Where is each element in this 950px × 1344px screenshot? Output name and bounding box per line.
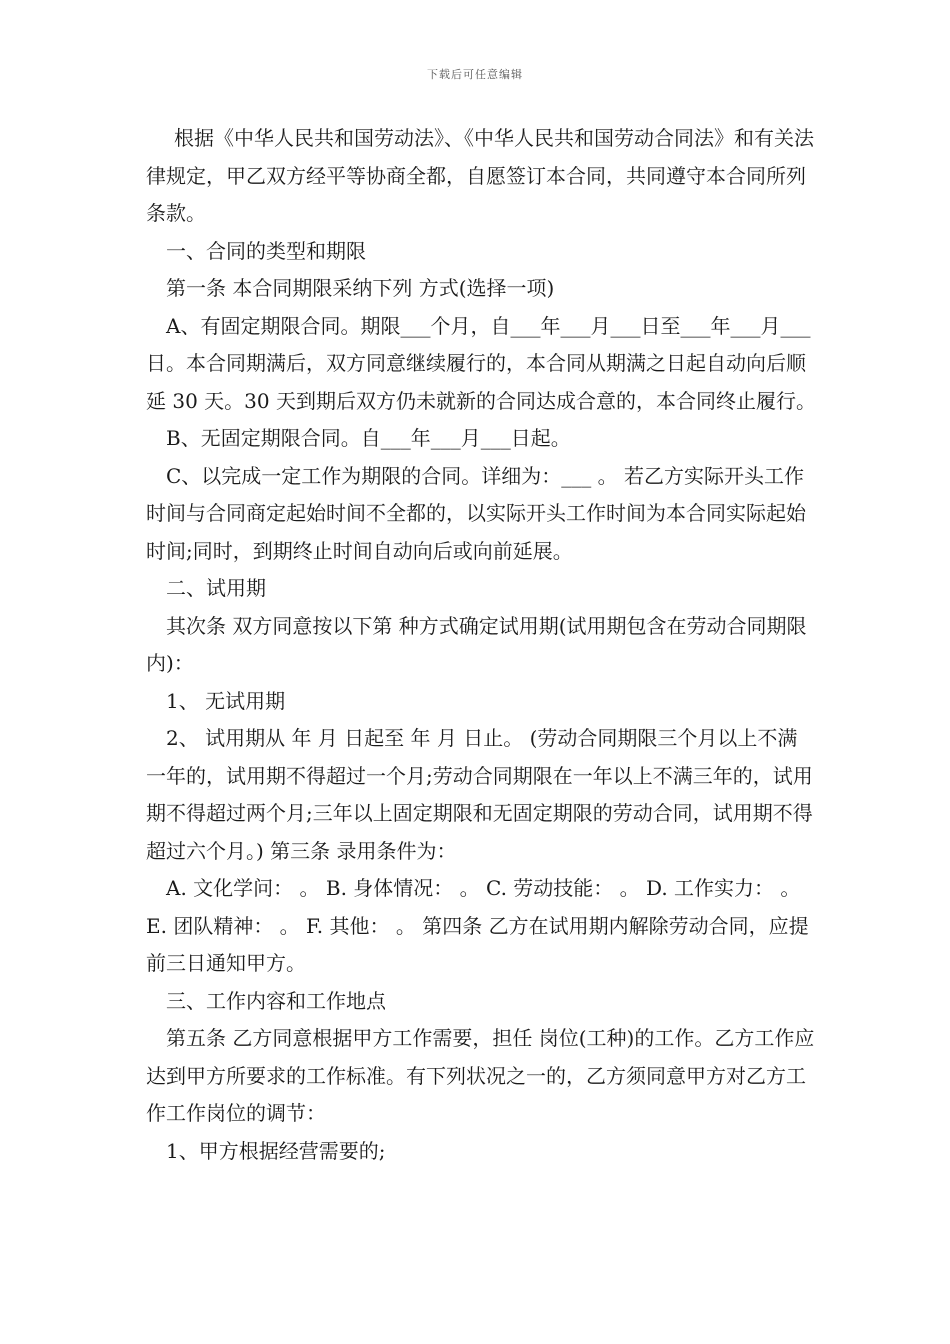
option-c-paragraph: C、以完成一定工作为期限的合同。详细为：___ 。 若乙方实际开头工作时间与合同商定起始时间不全都的，以实际开头工作时间为本合同实际起始时间;同时，到期终止时间自动向后或向前延展。 [146, 463, 806, 563]
hiring-conditions-paragraph: A. 文化学问： 。 B. 身体情况： 。 C. 劳动技能： 。 D. 工作实力： 。 E. 团队精神： 。 F. 其他： 。 第四条 乙方在试用期内解除劳动合同，应提前三日通知甲方。 [146, 876, 809, 975]
preamble-paragraph: 根据《中华人民共和国劳动法》、《中华人民共和国劳动合同法》和有关法律规定，甲乙双方经平等协商全都，自愿签订本合同，共同遵守本合同所列条款。 [146, 126, 814, 225]
section-heading-1: 一、合同的类型和期限 [166, 238, 366, 263]
option-a-paragraph: A、有固定期限合同。期限___个月，自___年___月___日至___年___月___日。本合同期满后，双方同意继续履行的，本合同从期满之日起自动向后顺延 30 天。30 天到期后双方仍未就新的合同达成合意的，本合同终止履行。 [146, 313, 816, 413]
article-1-heading: 第一条 本合同期限采纳下列 方式(选择一项) [166, 276, 555, 300]
option-b-paragraph: B、无固定期限合同。自___年___月___日起。 [166, 426, 571, 450]
adjustment-item-1: 1、甲方根据经营需要的; [166, 1138, 386, 1163]
header-note: 下载后可任意编辑 [427, 68, 523, 81]
section-heading-3: 三、工作内容和工作地点 [166, 988, 386, 1013]
section-heading-2: 二、试用期 [166, 576, 266, 600]
probation-option-1: 1、 无试用期 [166, 688, 286, 713]
article-2-paragraph: 其次条 双方同意按以下第 种方式确定试用期(试用期包含在劳动合同期限内)： [146, 613, 807, 675]
article-5-paragraph: 第五条 乙方同意根据甲方工作需要，担任 岗位(工种)的工作。乙方工作应达到甲方所要求的工作标准。有下列状况之一的，乙方须同意甲方对乙方工作工作岗位的调节： [146, 1026, 815, 1125]
document-body [146, 120, 816, 1170]
probation-option-2: 2、 试用期从 年 月 日起至 年 月 日止。 (劳动合同期限三个月以上不满一年的，试用期不得超过一个月;劳动合同期限在一年以上不满三年的，试用期不得超过两个月;三年以上固定期限和无固定期限的劳动合同，试用期不得超过六个月。) 第三条 录用条件为： [146, 726, 813, 863]
